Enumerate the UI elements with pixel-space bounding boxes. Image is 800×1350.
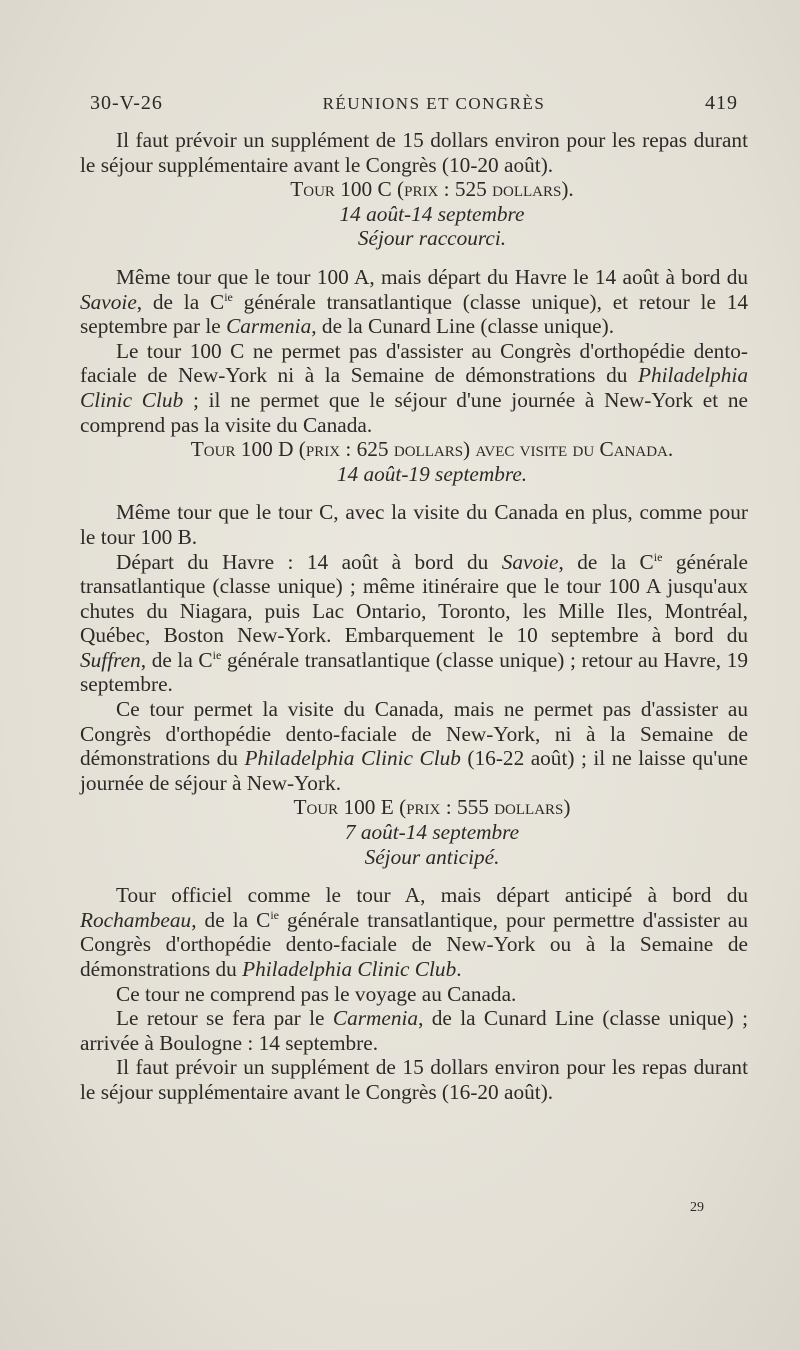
tour-e-title: Tour 100 E (prix : 555 dollars)	[293, 795, 571, 820]
tour-e-paragraph-2: Ce tour ne comprend pas le voyage au Canada.	[116, 981, 517, 1006]
tour-c-note: Séjour raccourci.	[357, 226, 507, 251]
tour-e-dates: 7 août-14 septembre	[344, 820, 520, 845]
club-name: Philadelphia Clinic Club	[242, 957, 457, 981]
tour-d-title: Tour 100 D (prix : 625 dollars) avec visite du Canada.	[190, 437, 674, 462]
tour-d-paragraph-2: Départ du Havre : 14 août à bord du Savoie, de la $C^{ie}$ générale transatlantique (classe unique) ; même itinéraire que le tour 100 A jusqu'aux chutes du Niagara, puis Lac Ontario, Toronto, les Mille Iles, Montréal, Québec, Boston New-York. Embarquement le 10 septembre à bord du Suffren, de la $C^{ie}$ générale transatlantique (classe unique) ; retour au Havre, 19 septembre.	[80, 549, 748, 697]
running-header	[90, 92, 738, 115]
intro-paragraph: Il faut prévoir un supplément de 15 dollars environ pour les repas durant le séjour supplémentaire avant le Congrès (10-20 août).	[80, 128, 748, 177]
ship-name: Suffren	[80, 647, 141, 672]
section-title: RÉUNIONS ET CONGRÈS	[322, 94, 546, 113]
page-number: 419	[704, 92, 738, 114]
tour-d-paragraph-1: Même tour que le tour C, avec la visite du Canada en plus, comme pour le tour 100 B.	[80, 500, 748, 549]
ship-name: Savoie	[501, 549, 559, 574]
tour-e-paragraph-4: Il faut prévoir un supplément de 15 dollars environ pour les repas durant le séjour supplémentaire avant le Congrès (16-20 août).	[80, 1055, 748, 1104]
tour-e-note: Séjour anticipé.	[364, 844, 500, 869]
tour-c-paragraph-2: Le tour 100 C ne permet pas d'assister au Congrès d'orthopédie dento-faciale de New-York ni à la Semaine de démonstrations du Philadelphia Clinic Club ; il ne permet que le séjour d'une journée à New-York et ne comprend pas la visite du Canada.	[80, 338, 748, 437]
tour-c-paragraph-1: Même tour que le tour 100 A, mais départ du Havre le 14 août à bord du Savoie, de la $C^{ie}$ générale transatlantique (classe unique), et retour le 14 septembre par le Carmenia, de la Cunard Line (classe unique).	[80, 264, 748, 339]
tour-c-title: Tour 100 C (prix : 525 dollars).	[290, 177, 574, 202]
tour-d-paragraph-3: Ce tour permet la visite du Canada, mais ne permet pas d'assister au Congrès d'orthopédie dento-faciale de New-York, ni à la Semaine de démonstrations du Philadelphia Clinic Club (16-22 août) ; il ne laisse qu'une journée de séjour à New-York.	[80, 697, 749, 795]
ship-name: Carmenia	[226, 314, 312, 339]
ship-name: Savoie	[80, 289, 137, 314]
ship-name: Carmenia	[332, 1006, 419, 1031]
tour-c-dates: 14 août-14 septembre	[339, 201, 525, 226]
tour-e-paragraph-1: Tour officiel comme le tour A, mais départ anticipé à bord du Rochambeau, de la $C^{ie}$ générale transatlantique, pour permettre d'assister au Congrès d'orthopédie dento-faciale de New-York ou à la Semaine de démonstrations du Philadelphia Clinic Club.	[80, 883, 748, 981]
tour-e-paragraph-3: Le retour se fera par le Carmenia, de la Cunard Line (classe unique) ; arrivée à Boulogne : 14 septembre.	[80, 1006, 748, 1055]
signature-mark: 29	[690, 1200, 704, 1215]
tour-d-dates: 14 août-19 septembre.	[336, 461, 528, 486]
club-name: Philadelphia Clinic Club	[244, 746, 461, 771]
ship-name: Rochambeau	[80, 907, 192, 932]
club-name: Philadelphia Clinic Club	[80, 363, 748, 412]
issue-date: 30-V-26	[90, 92, 163, 114]
page-body	[80, 128, 748, 1105]
